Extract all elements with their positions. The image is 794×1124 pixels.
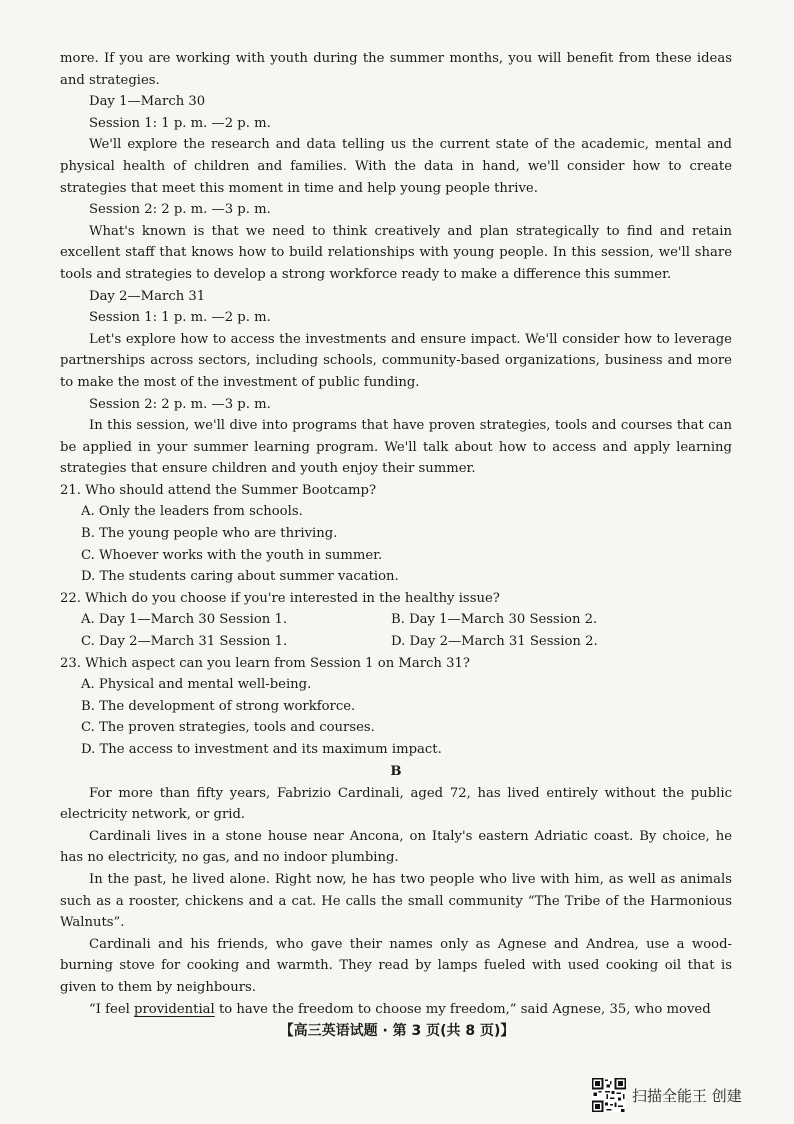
day1-session2-time: Session 2: 2 p. m. —3 p. m. [89,202,271,218]
question-22-options [60,609,732,652]
day2-session1-time: Session 1: 1 p. m. —2 p. m. [89,310,271,326]
day1-session1-text: We'll explore the research and data telling us the current state of the academic, mental and physical health of children and families. With the data in hand, we'll consider how to create strategies that meet this moment in time and help young people thrive. [60,137,732,196]
day2-session1-text: Let's explore how to access the investments and ensure impact. We'll consider how to leverage partnerships across sectors, including schools, community-based organizations, business and more to make the most of the investment of public funding. [60,331,732,390]
question-21-option-c[interactable]: C. Whoever works with the youth in summer. [81,547,383,563]
section-b-paragraph-1: For more than fifty years, Fabrizio Cardinali, aged 72, has lived entirely without the public electricity network, or grid. [60,785,732,823]
section-b-paragraph-5 [60,999,732,1021]
day1-label: Day 1—March 30 [89,94,206,110]
page-footer: 【高三英语试题 · 第 3 页(共 8 页)】 [279,1023,515,1039]
question-22-option-d[interactable]: D. Day 2—March 31 Session 2. [391,634,598,650]
section-b-paragraph-2: Cardinali lives in a stone house near Ancona, on Italy's eastern Adriatic coast. By choice, he has no electricity, no gas, and no indoor plumbing. [60,828,732,866]
day2-session2-text: In this session, we'll dive into programs that have proven strategies, tools and courses that can be applied in your summer learning program. We'll talk about how to access and apply learning strategies that ensure children and youth enjoy their summer. [60,418,732,477]
underlined-word: providential [134,1001,215,1017]
scanner-watermark [592,1078,742,1112]
quote-start: “I feel [89,1001,135,1017]
question-21-option-a[interactable]: A. Only the leaders from schools. [81,504,303,520]
scanner-label: 扫描全能王 创建 [632,1086,742,1105]
question-23-option-c[interactable]: C. The proven strategies, tools and courses. [81,720,375,736]
qr-code-icon [592,1078,626,1112]
day1-session2-text: What's known is that we need to think creatively and plan strategically to find and retain excellent staff that knows how to build relationships with young people. In this session, we'll share tools and strategies to develop a strong workforce ready to make a difference this summer. [60,223,732,282]
question-23-stem: 23. Which aspect can you learn from Session 1 on March 31? [60,655,470,671]
question-22-option-a[interactable]: A. Day 1—March 30 Session 1. [81,612,288,628]
day2-label: Day 2—March 31 [89,288,206,304]
section-b-heading: B [390,763,402,779]
question-21-stem: 21. Who should attend the Summer Bootcamp? [60,482,377,498]
quote-rest: to have the freedom to choose my freedom,” said Agnese, 35, who moved [214,1001,711,1017]
question-21-option-b[interactable]: B. The young people who are thriving. [81,526,338,542]
question-23-option-d[interactable]: D. The access to investment and its maximum impact. [81,742,442,757]
question-22-option-c[interactable]: C. Day 2—March 31 Session 1. [81,634,288,650]
intro-paragraph: more. If you are working with youth during the summer months, you will benefit from these ideas and strategies. [60,51,732,88]
section-b-paragraph-4: Cardinali and his friends, who gave their names only as Agnese and Andrea, use a wood-burning stove for cooking and warmth. They read by lamps fueled with used cooking oil that is given to them by neighbours. [60,936,732,995]
question-23-option-b[interactable]: B. The development of strong workforce. [81,698,356,714]
section-b-paragraph-3: In the past, he lived alone. Right now, he has two people who live with him, as well as animals such as a rooster, chickens and a cat. He calls the small community “The Tribe of the Harmonious Walnuts”. [60,871,732,931]
question-22-stem: 22. Which do you choose if you're interested in the healthy issue? [60,590,500,606]
question-22-option-b[interactable]: B. Day 1—March 30 Session 2. [391,612,598,628]
question-23-option-a[interactable]: A. Physical and mental well-being. [81,677,312,693]
question-21-option-d[interactable]: D. The students caring about summer vacation. [81,569,399,585]
page-body [60,48,732,1020]
day2-session2-time: Session 2: 2 p. m. —3 p. m. [89,396,271,412]
day1-session1-time: Session 1: 1 p. m. —2 p. m. [89,115,271,131]
